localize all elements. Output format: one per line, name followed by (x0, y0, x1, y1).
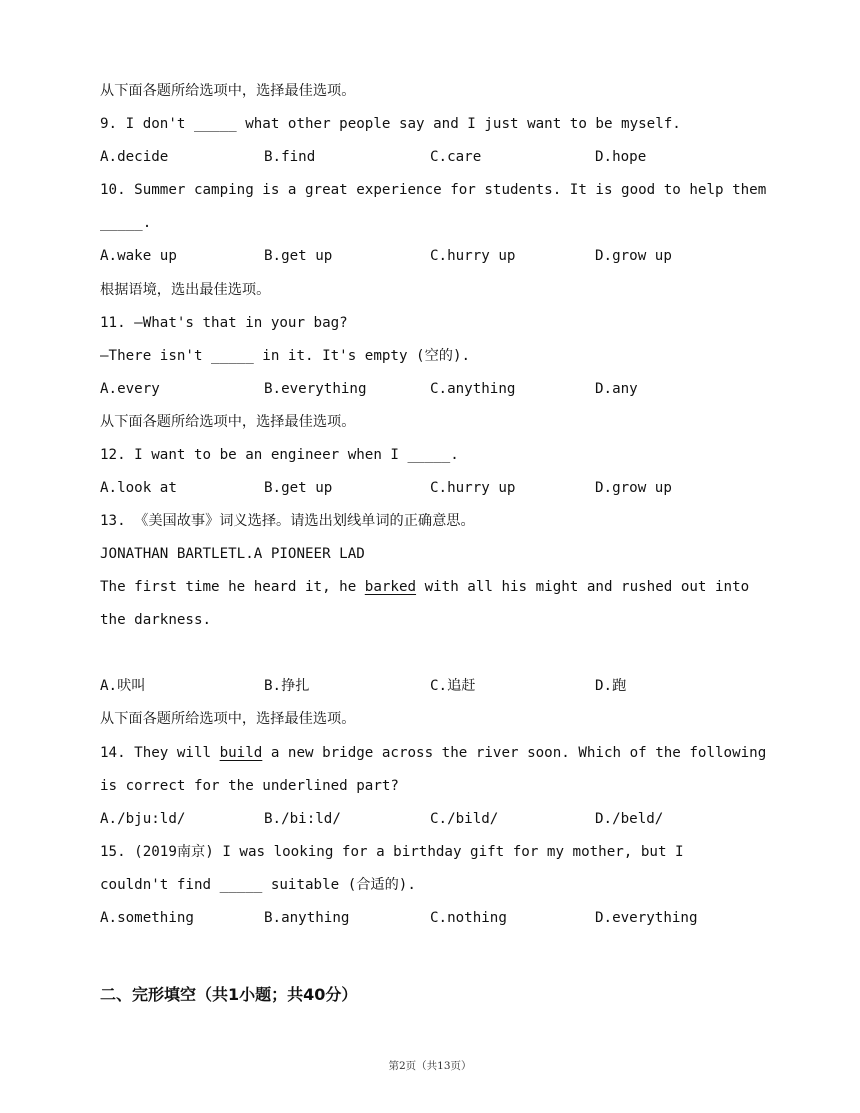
q15-option-d[interactable]: D.everything (595, 910, 698, 926)
q13-underlined-word: barked (364, 579, 417, 595)
q12-option-b[interactable]: B.get up (264, 480, 333, 496)
instruction: 从下面各题所给选项中，选择最佳选项。 (100, 414, 356, 430)
q15-option-c[interactable]: C.nothing (430, 910, 507, 926)
instruction: 从下面各题所给选项中，选择最佳选项。 (100, 83, 356, 99)
q13-option-b[interactable]: B.挣扎 (264, 678, 310, 694)
q10-option-d[interactable]: D.grow up (595, 248, 672, 264)
q11-option-c[interactable]: C.anything (430, 381, 516, 397)
instruction-context: 根据语境，选出最佳选项。 (100, 282, 271, 298)
q9-option-a[interactable]: A.decide (100, 149, 169, 165)
q13-option-d[interactable]: D.跑 (595, 678, 627, 694)
q14-option-a[interactable]: A./bju:ld/ (100, 811, 186, 827)
question-14-line2: is correct for the underlined part? (100, 778, 399, 794)
q14-underlined-word: build (219, 745, 263, 761)
q14-line1-pre: 14. They will (100, 745, 220, 761)
q14-line1-post: a new bridge across the river soon. Which of the following (262, 745, 767, 761)
q13-passage-title: JONATHAN BARTLETL.A PIONEER LAD (100, 546, 365, 562)
section-heading: 二、完形填空（共1小题；共40分） (100, 985, 358, 1004)
question-11-line1: 11. —What's that in your bag? (100, 315, 348, 331)
q15-option-b[interactable]: B.anything (264, 910, 350, 926)
q15-option-a[interactable]: A.something (100, 910, 194, 926)
question-13: 13. 《美国故事》词义选择。请选出划线单词的正确意思。 (100, 513, 475, 529)
q12-option-d[interactable]: D.grow up (595, 480, 672, 496)
q11-option-a[interactable]: A.every (100, 381, 160, 397)
q13-option-a[interactable]: A.吠叫 (100, 678, 146, 694)
question-10-line1: 10. Summer camping is a great experience for students. It is good to help them (100, 182, 767, 198)
question-12: 12. I want to be an engineer when I _____. (100, 447, 459, 463)
question-15-line1: 15. (2019南京) I was looking for a birthday gift for my mother, but I (100, 844, 684, 860)
question-15-line2: couldn't find _____ suitable (合适的). (100, 877, 416, 893)
q10-option-c[interactable]: C.hurry up (430, 248, 516, 264)
q13-passage-line2: the darkness. (100, 612, 212, 628)
q12-option-c[interactable]: C.hurry up (430, 480, 516, 496)
q13-option-c[interactable]: C.追赶 (430, 678, 476, 694)
q13-passage-line1 (100, 577, 749, 597)
q12-option-a[interactable]: A.look at (100, 480, 177, 496)
q10-option-b[interactable]: B.get up (264, 248, 333, 264)
q9-option-b[interactable]: B.find (264, 149, 316, 165)
q10-option-a[interactable]: A.wake up (100, 248, 177, 264)
instruction: 从下面各题所给选项中，选择最佳选项。 (100, 711, 356, 727)
q9-option-d[interactable]: D.hope (595, 149, 647, 165)
q9-option-c[interactable]: C.care (430, 149, 482, 165)
question-9: 9. I don't _____ what other people say and I just want to be myself. (100, 116, 681, 132)
q11-option-d[interactable]: D.any (595, 381, 638, 397)
question-14-line1 (100, 743, 766, 763)
question-11-line2: —There isn't _____ in it. It's empty (空的). (100, 348, 471, 364)
page-footer: 第2页（共13页） (388, 1060, 472, 1072)
question-10-line2: _____. (100, 215, 152, 231)
q11-option-b[interactable]: B.everything (264, 381, 367, 397)
q13-line1-pre: The first time he heard it, he (100, 579, 365, 595)
q14-option-b[interactable]: B./bi:ld/ (264, 811, 341, 827)
q13-line1-post: with all his might and rushed out into (416, 579, 750, 595)
q14-option-c[interactable]: C./bild/ (430, 811, 499, 827)
q14-option-d[interactable]: D./beld/ (595, 811, 664, 827)
